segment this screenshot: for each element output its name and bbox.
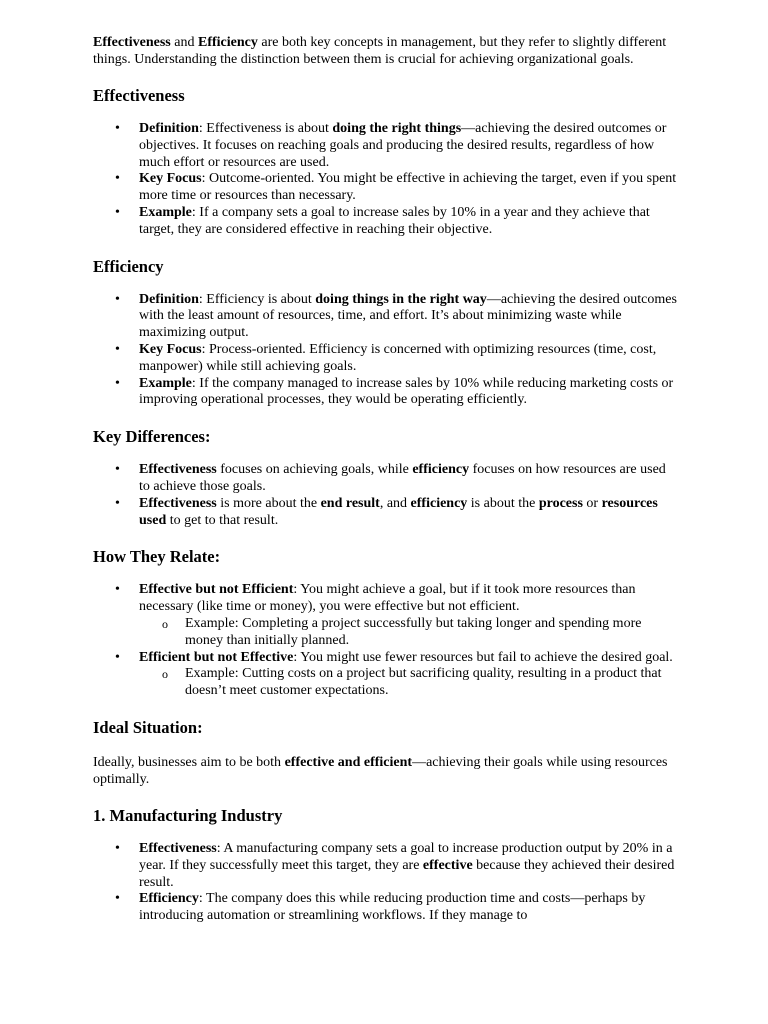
- item-label: Example: [139, 204, 192, 220]
- efficiency-list: [93, 292, 678, 410]
- sub-list: [139, 666, 678, 700]
- ideal-text: Ideally, businesses aim to be both: [93, 754, 285, 770]
- item-bold: efficiency: [410, 495, 468, 511]
- item-label: Definition: [139, 291, 199, 307]
- item-bold: Effectiveness: [139, 495, 217, 511]
- intro-bold-efficiency: Efficiency: [197, 35, 258, 50]
- item-text: : A manufacturing company sets a goal to increase production output by 20% in a year. If they successfully meet this target, they are: [139, 840, 673, 873]
- manufacturing-list: [93, 841, 678, 925]
- list-item: [139, 462, 678, 496]
- intro-paragraph: [93, 34, 678, 68]
- item-text: : You might use fewer resources but fail to achieve the desired goal.: [293, 649, 673, 665]
- item-text: : Process-oriented. Efficiency is concerned with optimizing resources (time, cost, manpower) while still achieving goals.: [139, 341, 657, 374]
- item-bold: effective: [422, 857, 473, 873]
- item-label: Definition: [139, 121, 199, 136]
- intro-bold-effectiveness: Effectiveness: [93, 35, 171, 50]
- list-item: [139, 841, 678, 891]
- effectiveness-list: [93, 121, 678, 239]
- list-item: [139, 891, 678, 925]
- relate-list: [93, 582, 678, 700]
- item-text: : Effectiveness is about: [198, 121, 333, 136]
- item-text: or: [582, 495, 602, 511]
- list-item: [139, 342, 678, 376]
- item-text: : Efficiency is about: [198, 291, 316, 307]
- item-text: focuses on how resources are used to achieve those goals.: [139, 462, 666, 494]
- item-bold: efficiency: [412, 462, 470, 478]
- heading-efficiency: Efficiency: [93, 256, 164, 276]
- heading-manufacturing-industry: 1. Manufacturing Industry: [93, 805, 283, 825]
- item-text: because they achieved their desired result.: [139, 857, 675, 890]
- item-text: is more about the: [216, 495, 321, 511]
- intro-text: are both key concepts in management, but they refer to slightly different things. Understanding the distinction between them is crucial for achieving organizational goals.: [93, 35, 667, 67]
- sub-list-item: o Example: Cutting costs on a project but sacrificing quality, resulting in a product that doesn’t meet customer expectations.: [185, 666, 678, 700]
- item-text: : If a company sets a goal to increase sales by 10% in a year and they achieve that target, they are considered effective in reaching their objective.: [139, 204, 650, 237]
- list-item: [139, 121, 678, 171]
- list-item: [139, 582, 678, 649]
- list-item: [139, 650, 678, 700]
- item-bold: resources used: [139, 495, 658, 528]
- differences-list: [93, 462, 678, 529]
- item-label: Efficiency: [139, 891, 199, 907]
- item-text: focuses on achieving goals, while: [216, 462, 413, 478]
- item-text: : If the company managed to increase sales by 10% while reducing marketing costs or improving operational processes, they would be operating efficiently.: [139, 375, 674, 408]
- list-item: [139, 292, 678, 342]
- item-text: to get to that result.: [166, 512, 279, 528]
- item-bold: end result: [320, 495, 380, 511]
- intro-text: and: [170, 35, 198, 50]
- item-label: Effectiveness: [139, 840, 217, 856]
- heading-key-differences: Key Differences:: [93, 427, 211, 447]
- sub-list: [139, 616, 678, 650]
- item-bold: doing things in the right way: [315, 291, 487, 307]
- item-bold: Effectiveness: [139, 462, 217, 478]
- item-text: : Outcome-oriented. You might be effective in achieving the target, even if you spent more time or resources than necessary.: [139, 171, 677, 204]
- list-item: [139, 205, 678, 239]
- item-bold: process: [538, 495, 583, 511]
- item-text: : You might achieve a goal, but if it took more resources than necessary (like time or money), you were effective but not efficient.: [139, 582, 636, 615]
- item-text: —achieving the desired outcomes or objectives. It focuses on reaching goals and producing the desired results, regardless of how much effort or resources are used.: [139, 121, 667, 170]
- item-label: Example: [139, 375, 192, 391]
- item-label: Effective but not Efficient: [139, 582, 294, 598]
- item-text: —achieving the desired outcomes with the least amount of resources, time, and effort. It’s about minimizing waste while maximizing output.: [139, 291, 677, 341]
- heading-effectiveness: Effectiveness: [93, 86, 185, 105]
- ideal-text: —achieving their goals while using resources optimally.: [93, 754, 668, 787]
- item-bold: doing the right things: [332, 121, 462, 136]
- item-label: Key Focus: [139, 171, 202, 187]
- heading-how-they-relate: How They Relate:: [93, 547, 221, 567]
- item-label: Key Focus: [139, 341, 202, 357]
- list-item: [139, 171, 678, 205]
- list-item: [139, 376, 678, 410]
- list-item: [139, 496, 678, 530]
- item-text: is about the: [467, 495, 539, 511]
- ideal-paragraph: [93, 754, 678, 788]
- item-text: : The company does this while reducing production time and costs—perhaps by introducing automation or streamlining workflows. If they manage to: [139, 891, 646, 924]
- ideal-bold: effective and efficient: [284, 754, 413, 770]
- heading-ideal-situation: Ideal Situation:: [93, 717, 203, 737]
- item-text: , and: [379, 495, 411, 511]
- sub-list-item: o Example: Completing a project successfully but taking longer and spending more money than initially planned.: [185, 616, 678, 650]
- item-label: Efficient but not Effective: [139, 649, 294, 665]
